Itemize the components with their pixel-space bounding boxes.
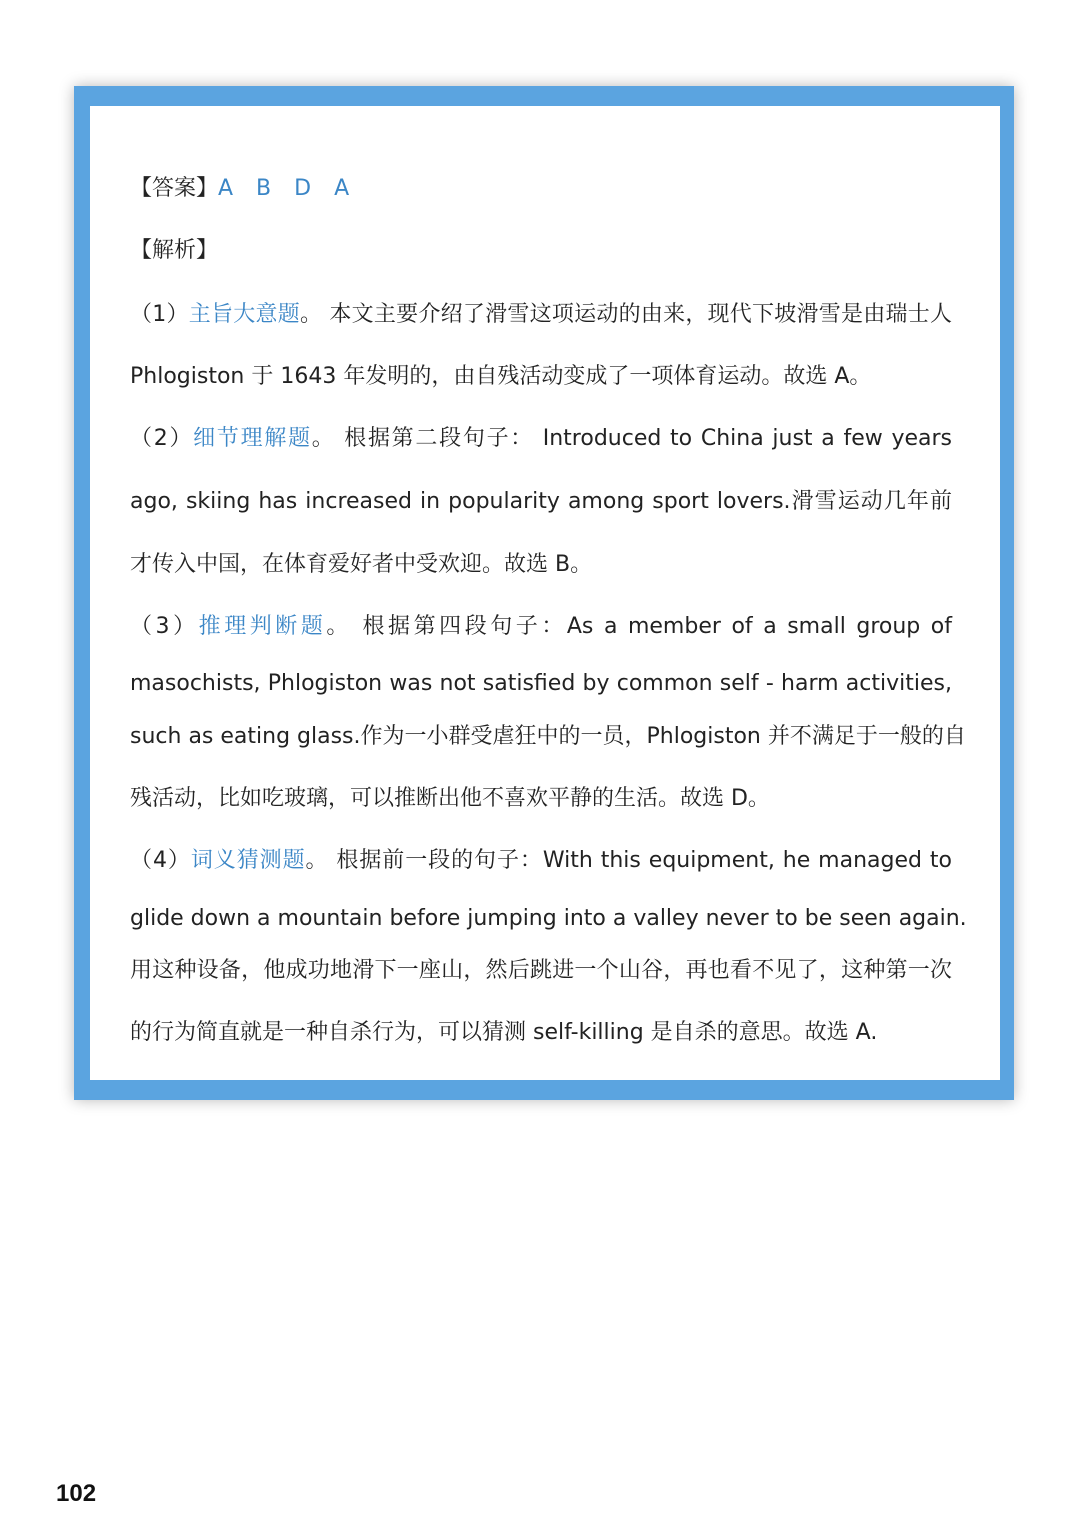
item-3-line-1: [130, 612, 952, 642]
answer-values: A B D A: [218, 176, 358, 201]
item-1-text-1: 。 本文主要介绍了滑雪这项运动的由来，现代下坡滑雪是由瑞士人: [299, 302, 952, 327]
item-2-text-1: 。 根据第二段句子： Introduced to China just a few years: [311, 426, 952, 451]
item-1-line-2: Phlogiston 于 1643 年发明的，由自残活动变成了一项体育运动。故选 A。: [130, 364, 872, 389]
item-2-line-3: 才传入中国，在体育爱好者中受欢迎。故选 B。: [130, 552, 593, 577]
answer-label: 【答案】: [130, 176, 219, 201]
item-4-type: 词义猜测题: [190, 848, 306, 873]
item-3-line-3: such as eating glass.作为一小群受虐狂中的一员，Phlogiston 并不满足于一般的自: [130, 724, 966, 749]
item-4-number: （4）: [130, 848, 191, 873]
item-1-number: （1）: [130, 302, 189, 327]
item-2-number: （2）: [130, 426, 194, 451]
item-2-line-2: ago, skiing has increased in popularity among sport lovers.滑雪运动几年前: [130, 489, 952, 514]
item-2-line-1: [130, 424, 952, 454]
item-1-line-1: [130, 300, 952, 330]
item-4-line-2: glide down a mountain before jumping into a valley never to be seen again.: [130, 906, 967, 931]
item-3-type: 推理判断题: [198, 614, 327, 639]
item-1-type: 主旨大意题: [188, 302, 300, 327]
item-4-line-4: 的行为简直就是一种自杀行为，可以猜测 self-killing 是自杀的意思。故选 A.: [130, 1020, 878, 1045]
item-3-number: （3）: [130, 614, 199, 639]
item-4-text-1: 。 根据前一段的句子：With this equipment, he managed to: [305, 848, 952, 873]
page-number: 102: [56, 1480, 97, 1507]
answer-box: [90, 106, 1000, 1080]
item-4-line-1: [130, 846, 952, 876]
item-4-line-3: 用这种设备，他成功地滑下一座山，然后跳进一个山谷，再也看不见了，这种第一次: [130, 958, 952, 983]
analysis-label: 【解析】: [130, 238, 219, 263]
answer-box-frame: [74, 86, 1014, 1100]
item-3-line-2: masochists, Phlogiston was not satisfied by common self - harm activities,: [130, 671, 952, 696]
answer-line: [130, 174, 952, 204]
item-2-type: 细节理解题: [193, 426, 312, 451]
item-3-text-1: 。 根据第四段句子：As a member of a small group of: [326, 614, 953, 639]
item-3-line-4: 残活动，比如吃玻璃，可以推断出他不喜欢平静的生活。故选 D。: [130, 786, 770, 811]
